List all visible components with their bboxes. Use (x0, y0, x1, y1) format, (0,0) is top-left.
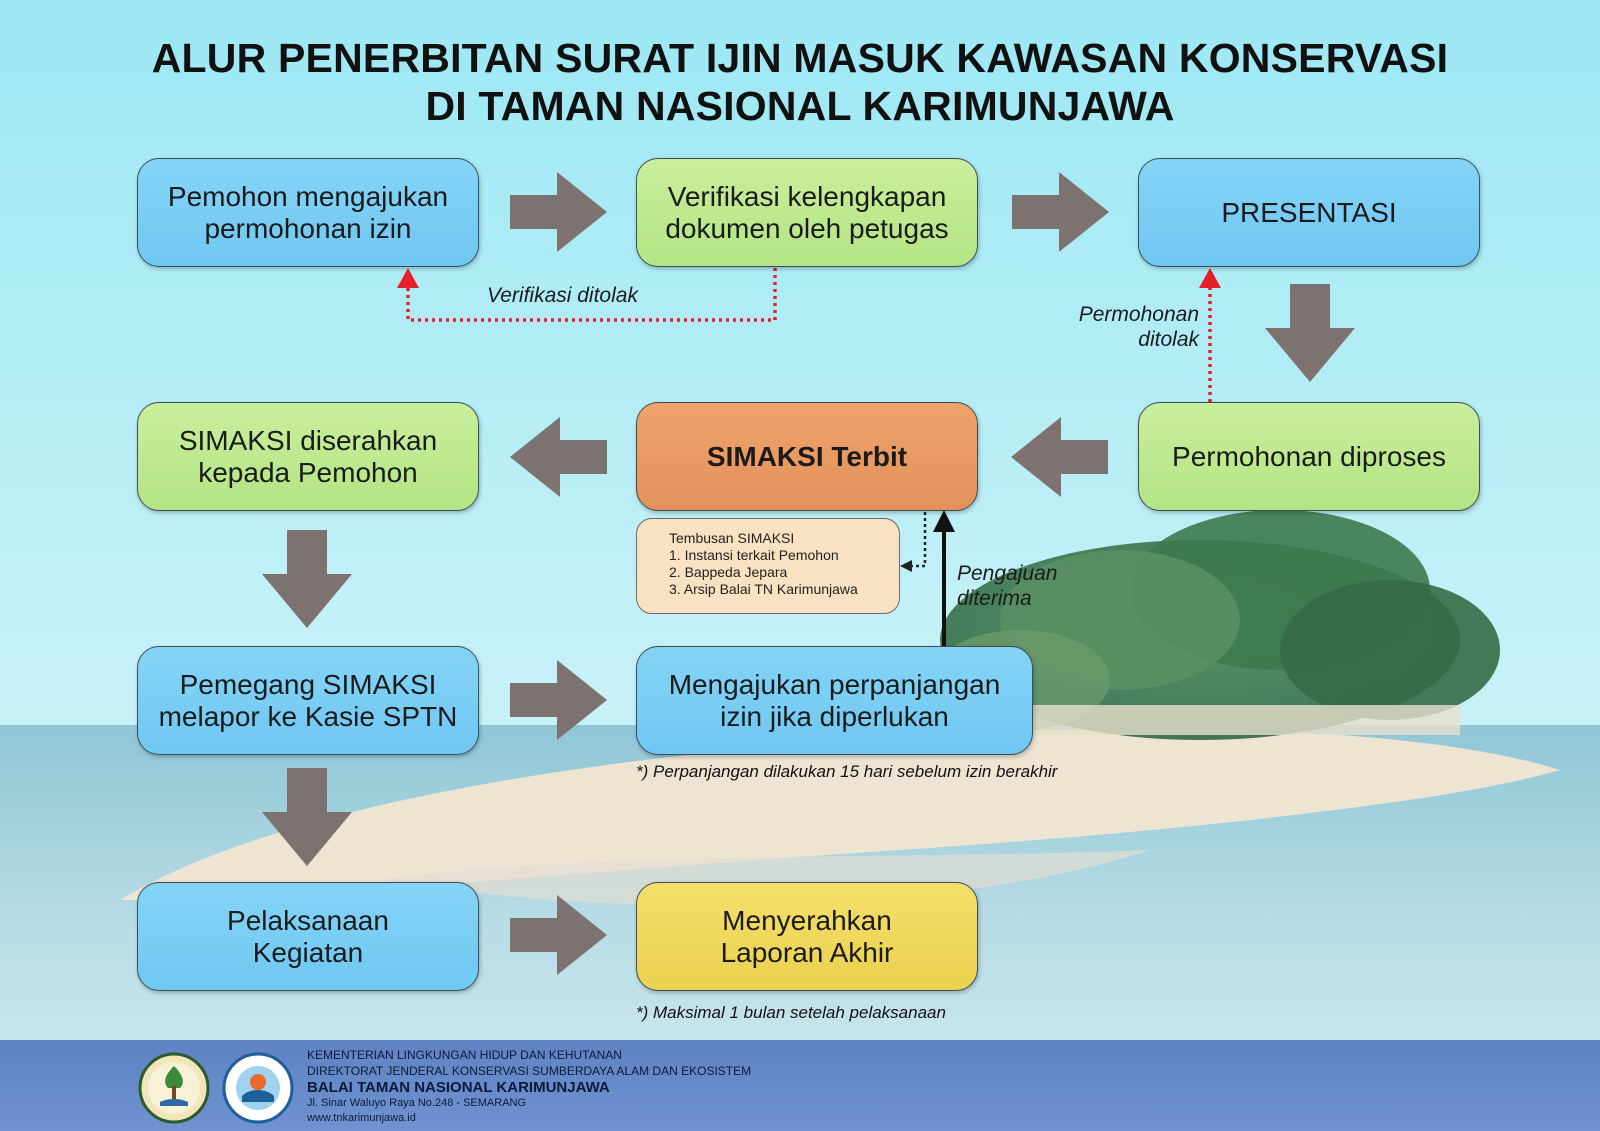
red-arrowhead-2 (1199, 268, 1221, 288)
step-request-extension (636, 646, 1033, 755)
arrow-down-6 (262, 530, 352, 628)
national-park-logo-icon (222, 1052, 294, 1124)
arrow-down-3 (1265, 284, 1355, 382)
copies-arrowhead (900, 560, 912, 572)
step-text: Verifikasi kelengkapan (667, 180, 947, 212)
arrow-down-8 (262, 768, 352, 866)
arrow-left-5 (510, 417, 607, 497)
step-submit-application (137, 158, 479, 267)
copies-title: Tembusan SIMAKSI (669, 530, 795, 546)
footer-ministry: KEMENTERIAN LINGKUNGAN HIDUP DAN KEHUTANAN (307, 1048, 622, 1062)
step-simaksi-issued (636, 402, 978, 511)
label-application-rejected-2: ditolak (1138, 328, 1199, 351)
arrow-left-4 (1011, 417, 1108, 497)
step-text: kepada Pemohon (198, 456, 418, 488)
label-accepted-2: diterima (957, 587, 1032, 610)
step-presentation (1138, 158, 1480, 267)
step-text: PRESENTASI (1221, 196, 1397, 228)
step-text: Mengajukan perpanjangan (668, 668, 1001, 700)
step-text: Kegiatan (252, 936, 364, 968)
step-document-verification (636, 158, 978, 267)
step-text: melapor ke Kasie SPTN (158, 700, 458, 732)
copies-item: 1. Instansi terkait Pemohon (669, 547, 839, 563)
label-accepted-1: Pengajuan (957, 562, 1058, 585)
black-arrowhead (933, 510, 955, 532)
red-arrowhead-1 (397, 268, 419, 288)
copies-item: 3. Arsip Balai TN Karimunjawa (669, 581, 858, 597)
step-text: Pemegang SIMAKSI (179, 668, 437, 700)
step-text: Laporan Akhir (720, 936, 894, 968)
step-text: dokumen oleh petugas (665, 212, 949, 244)
step-text: Pemohon mengajukan (167, 180, 449, 212)
step-text: SIMAKSI Terbit (706, 440, 908, 472)
footer-directorate: DIREKTORAT JENDERAL KONSERVASI SUMBERDAYA ALAM DAN EKOSISTEM (307, 1064, 752, 1078)
label-verification-rejected: Verifikasi ditolak (487, 284, 638, 307)
ministry-logo-icon (138, 1052, 210, 1124)
footer-website: www.tnkarimunjawa.id (307, 1112, 416, 1124)
step-report-to-sptn (137, 646, 479, 755)
step-final-report (636, 882, 978, 991)
footnote-final-report: *) Maksimal 1 bulan setelah pelaksanaan (636, 1003, 946, 1022)
step-text: permohonan izin (204, 212, 412, 244)
simaksi-copies-note (636, 518, 900, 614)
label-application-rejected-1: Permohonan (1078, 303, 1199, 326)
copies-connector (912, 512, 925, 566)
arrow-right-2 (1012, 172, 1109, 252)
arrow-right-1 (510, 172, 607, 252)
title-line-1: ALUR PENERBITAN SURAT IJIN MASUK KAWASAN KONSERVASI (151, 35, 1449, 81)
footer-address: Jl. Sinar Waluyo Raya No.248 - SEMARANG (307, 1097, 527, 1109)
arrow-right-7 (510, 660, 607, 740)
step-text: izin jika diperlukan (720, 700, 949, 732)
step-text: SIMAKSI diserahkan (178, 424, 438, 456)
copies-item: 2. Bappeda Jepara (669, 564, 788, 580)
step-activity-implementation (137, 882, 479, 991)
step-application-processed (1138, 402, 1480, 511)
footer-office: BALAI TAMAN NASIONAL KARIMUNJAWA (307, 1079, 610, 1096)
step-simaksi-handed-over (137, 402, 479, 511)
step-text: Menyerahkan (722, 904, 892, 936)
step-text: Pelaksanaan (227, 904, 389, 936)
step-text: Permohonan diproses (1172, 440, 1446, 472)
footnote-extension: *) Perpanjangan dilakukan 15 hari sebelum izin berakhir (636, 762, 1058, 781)
arrow-right-9 (510, 895, 607, 975)
title-line-2: DI TAMAN NASIONAL KARIMUNJAWA (425, 83, 1175, 129)
